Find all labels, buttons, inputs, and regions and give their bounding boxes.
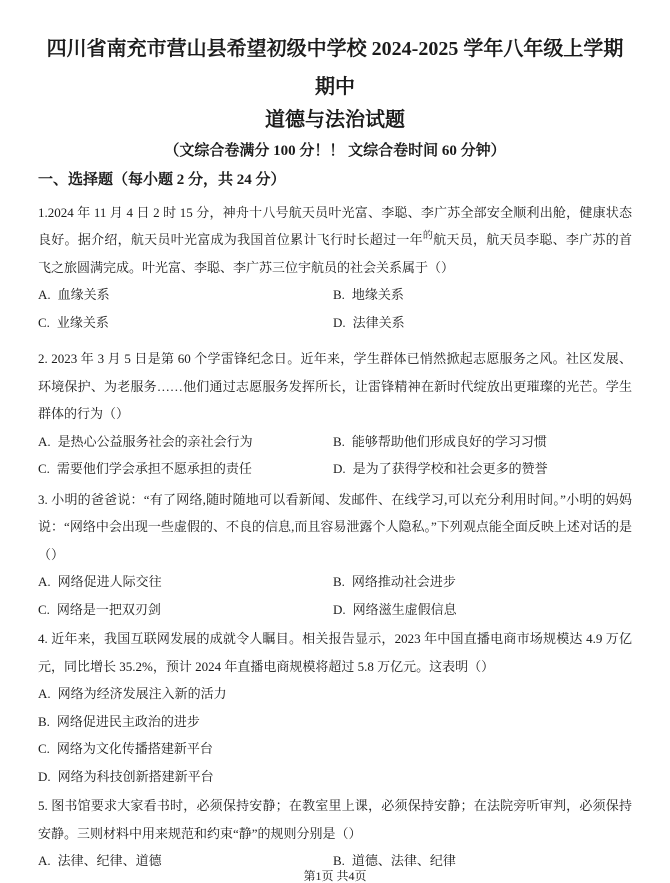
question-4-option-b xyxy=(38,708,632,736)
question-4-option-c xyxy=(38,735,632,763)
question-1-stem-pre: 1.2024 年 11 月 4 日 2 时 15 分，神舟十八号航天员叶光富、李聪、李广苏全部安全顺利出舱，健康状态良好。据介绍，航天员叶光富成为我国首位累计飞行时长超过一年 xyxy=(38,204,632,247)
question-2-option-a xyxy=(38,428,333,456)
question-3 xyxy=(38,486,632,624)
question-3-option-d xyxy=(333,596,632,624)
option-label: D. xyxy=(333,601,346,617)
question-1 xyxy=(38,199,632,337)
question-4-options xyxy=(38,680,632,790)
option-text: 网络滋生虚假信息 xyxy=(352,601,457,617)
option-label: D. xyxy=(333,314,346,330)
option-text: 是热心公益服务社会的亲社会行为 xyxy=(57,433,253,449)
question-1-options xyxy=(38,281,632,336)
option-text: 网络推动社会进步 xyxy=(351,574,456,589)
question-3-option-c xyxy=(38,596,333,624)
option-text: 法律关系 xyxy=(352,314,405,330)
option-label: B. xyxy=(333,433,345,449)
option-label: A. xyxy=(38,433,51,449)
question-2-options xyxy=(38,428,632,483)
question-1-option-a xyxy=(38,281,333,309)
exam-subtitle: （文综合卷满分 100 分！！ 文综合卷时间 60 分钟） xyxy=(164,143,506,159)
option-label: C. xyxy=(38,461,50,476)
question-1-superscript: 的 xyxy=(422,230,434,242)
question-2-option-b xyxy=(333,428,632,456)
question-4-option-d xyxy=(38,763,632,791)
option-label: B. xyxy=(333,574,345,589)
question-3-option-b xyxy=(333,568,632,596)
paper-title: 道德与法治试题 xyxy=(265,109,405,131)
option-text: 网络促进民主政治的进步 xyxy=(56,713,200,729)
section-heading-choice-questions: 一、选择题（每小题 2 分，共 24 分） xyxy=(38,172,286,188)
question-2-option-d xyxy=(333,455,632,483)
option-label: B. xyxy=(333,287,345,302)
question-1-option-b xyxy=(333,281,632,309)
option-label: A. xyxy=(38,853,51,868)
question-4-stem: 4. 近年来，我国互联网发展的成就令人瞩目。相关报告显示，2023 年中国直播电商市场规模达 4.9 万亿元，同比增长 35.2%，预计 2024 年直播电商规模将超过 5.8 万亿元。这表明（） xyxy=(38,631,632,674)
option-label: A. xyxy=(38,686,51,701)
option-text: 网络为科技创新搭建新平台 xyxy=(57,768,214,784)
question-5-stem: 5. 图书馆要求大家看书时，必须保持安静；在教室里上课，必须保持安静；在法院旁听审判，必须保持安静。三则材料中用来规范和约束“静”的规则分别是（） xyxy=(38,798,632,841)
option-text: 道德、法律、纪律 xyxy=(351,853,456,868)
question-3-stem: 3. 小明的爸爸说：“有了网络,随时随地可以看新闻、发邮件、在线学习,可以充分利用时间。”小明的妈妈说：“网络中会出现一些虚假的、不良的信息,而且容易泄露个人隐私。”下列观点能全面反映上述对话的是（） xyxy=(38,491,632,562)
question-1-stem xyxy=(38,199,632,282)
option-text: 业缘关系 xyxy=(56,314,109,330)
option-label: C. xyxy=(38,741,50,756)
option-text: 需要他们学会承担不愿承担的责任 xyxy=(56,461,252,476)
question-1-option-d xyxy=(333,309,632,337)
option-label: B. xyxy=(38,713,50,729)
question-2-option-c xyxy=(38,455,333,483)
option-label: C. xyxy=(38,314,50,330)
option-label: D. xyxy=(333,461,346,476)
option-label: B. xyxy=(333,853,345,868)
question-5 xyxy=(38,792,632,875)
question-4-option-a xyxy=(38,680,632,708)
option-text: 血缘关系 xyxy=(57,287,110,302)
option-text: 地缘关系 xyxy=(351,287,404,302)
exam-header-title: 四川省南充市营山县希望初级中学校 2024-2025 学年八年级上学期期中 xyxy=(46,38,624,98)
option-text: 能够帮助他们形成良好的学习习惯 xyxy=(351,433,547,449)
page-footer-cutoff: 第1页 共4页 xyxy=(303,869,367,883)
question-1-option-c xyxy=(38,309,333,337)
question-2-stem: 2. 2023 年 3 月 5 日是第 60 个学雷锋纪念日。近年来，学生群体已悄然掀起志愿服务之风。社区发展、环境保护、为老服务……他们通过志愿服务发挥所长，让雷锋精神在新时代绽放出更璀璨的光芒。学生群体的行为（） xyxy=(38,351,632,421)
option-text: 网络是一把双刃剑 xyxy=(56,601,161,617)
question-3-options xyxy=(38,568,632,623)
question-1-stem-post: 航天员，航天员李聪、李广苏的首飞之旅圆满完成。叶光富、李聪、李广苏三位宇航员的社会关系属于（） xyxy=(38,232,632,275)
option-text: 是为了获得学校和社会更多的赞誉 xyxy=(352,461,548,476)
option-text: 法律、纪律、道德 xyxy=(57,853,162,868)
option-text: 网络为文化传播搭建新平台 xyxy=(56,741,213,756)
option-label: C. xyxy=(38,601,50,617)
option-text: 网络为经济发展注入新的活力 xyxy=(57,686,227,701)
question-3-option-a xyxy=(38,568,333,596)
question-2 xyxy=(38,345,632,483)
option-label: D. xyxy=(38,768,51,784)
option-label: A. xyxy=(38,574,51,589)
option-text: 网络促进人际交往 xyxy=(57,574,162,589)
question-4 xyxy=(38,625,632,790)
option-label: A. xyxy=(38,287,51,302)
